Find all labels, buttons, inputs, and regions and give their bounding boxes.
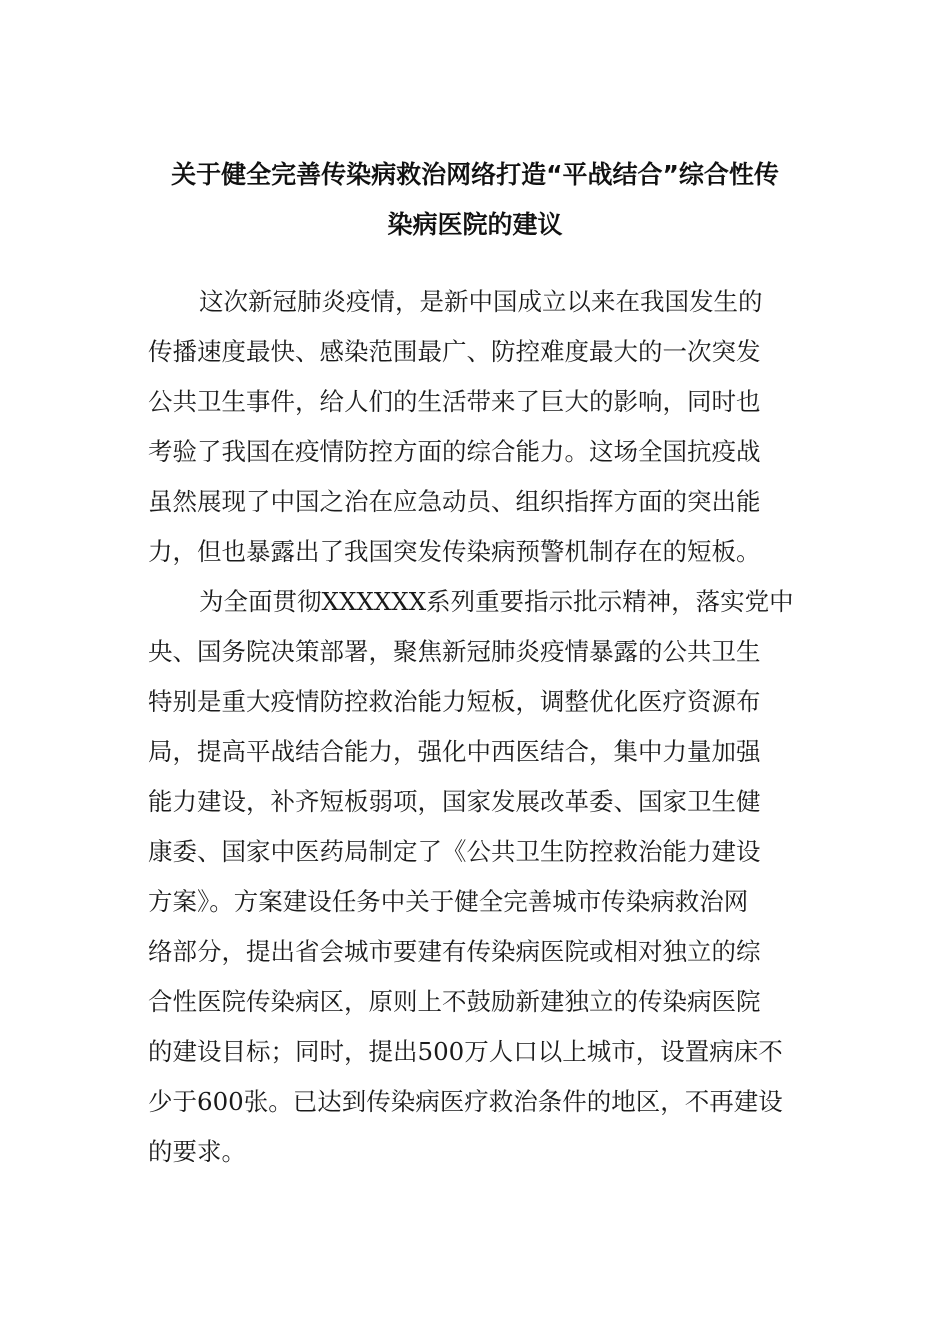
paragraph-line: 为全面贯彻XXXXXX系列重要指示批示精神，落实党中 — [199, 587, 794, 616]
paragraph-line: 络部分，提出省会城市要建有传染病医院或相对独立的综 — [148, 937, 761, 966]
paragraph-line: 央、国务院决策部署，聚焦新冠肺炎疫情暴露的公共卫生 — [148, 637, 761, 666]
title-line: 关于健全完善传染病救治网络打造“平战结合”综合性传 — [171, 160, 779, 189]
paragraph-line: 合性医院传染病区，原则上不鼓励新建独立的传染病医院 — [148, 987, 761, 1016]
paragraph-line: 康委、国家中医药局制定了《公共卫生防控救治能力建设 — [148, 837, 761, 866]
document-body — [148, 277, 813, 1177]
paragraph-1 — [148, 277, 813, 577]
paragraph-line: 的要求。 — [148, 1137, 246, 1166]
paragraph-line: 少于600张。已达到传染病医疗救治条件的地区，不再建设 — [148, 1087, 783, 1116]
paragraph-line: 公共卫生事件，给人们的生活带来了巨大的影响，同时也 — [148, 387, 761, 416]
title-line: 染病医院的建议 — [387, 210, 563, 239]
paragraph-line: 局，提高平战结合能力，强化中西医结合，集中力量加强 — [148, 737, 761, 766]
paragraph-line: 的建设目标；同时，提出500万人口以上城市，设置病床不 — [148, 1037, 783, 1066]
paragraph-line: 这次新冠肺炎疫情，是新中国成立以来在我国发生的 — [199, 287, 763, 316]
document-title — [120, 150, 830, 250]
paragraph-2 — [148, 577, 813, 1177]
paragraph-line: 特别是重大疫情防控救治能力短板，调整优化医疗资源布 — [148, 687, 761, 716]
paragraph-line: 考验了我国在疫情防控方面的综合能力。这场全国抗疫战 — [148, 437, 761, 466]
paragraph-line: 能力建设，补齐短板弱项，国家发展改革委、国家卫生健 — [148, 787, 761, 816]
paragraph-line: 虽然展现了中国之治在应急动员、组织指挥方面的突出能 — [148, 487, 761, 516]
paragraph-line: 传播速度最快、感染范围最广、防控难度最大的一次突发 — [148, 337, 761, 366]
paragraph-line: 力，但也暴露出了我国突发传染病预警机制存在的短板。 — [148, 537, 761, 566]
paragraph-line: 方案》。方案建设任务中关于健全完善城市传染病救治网 — [148, 887, 749, 916]
